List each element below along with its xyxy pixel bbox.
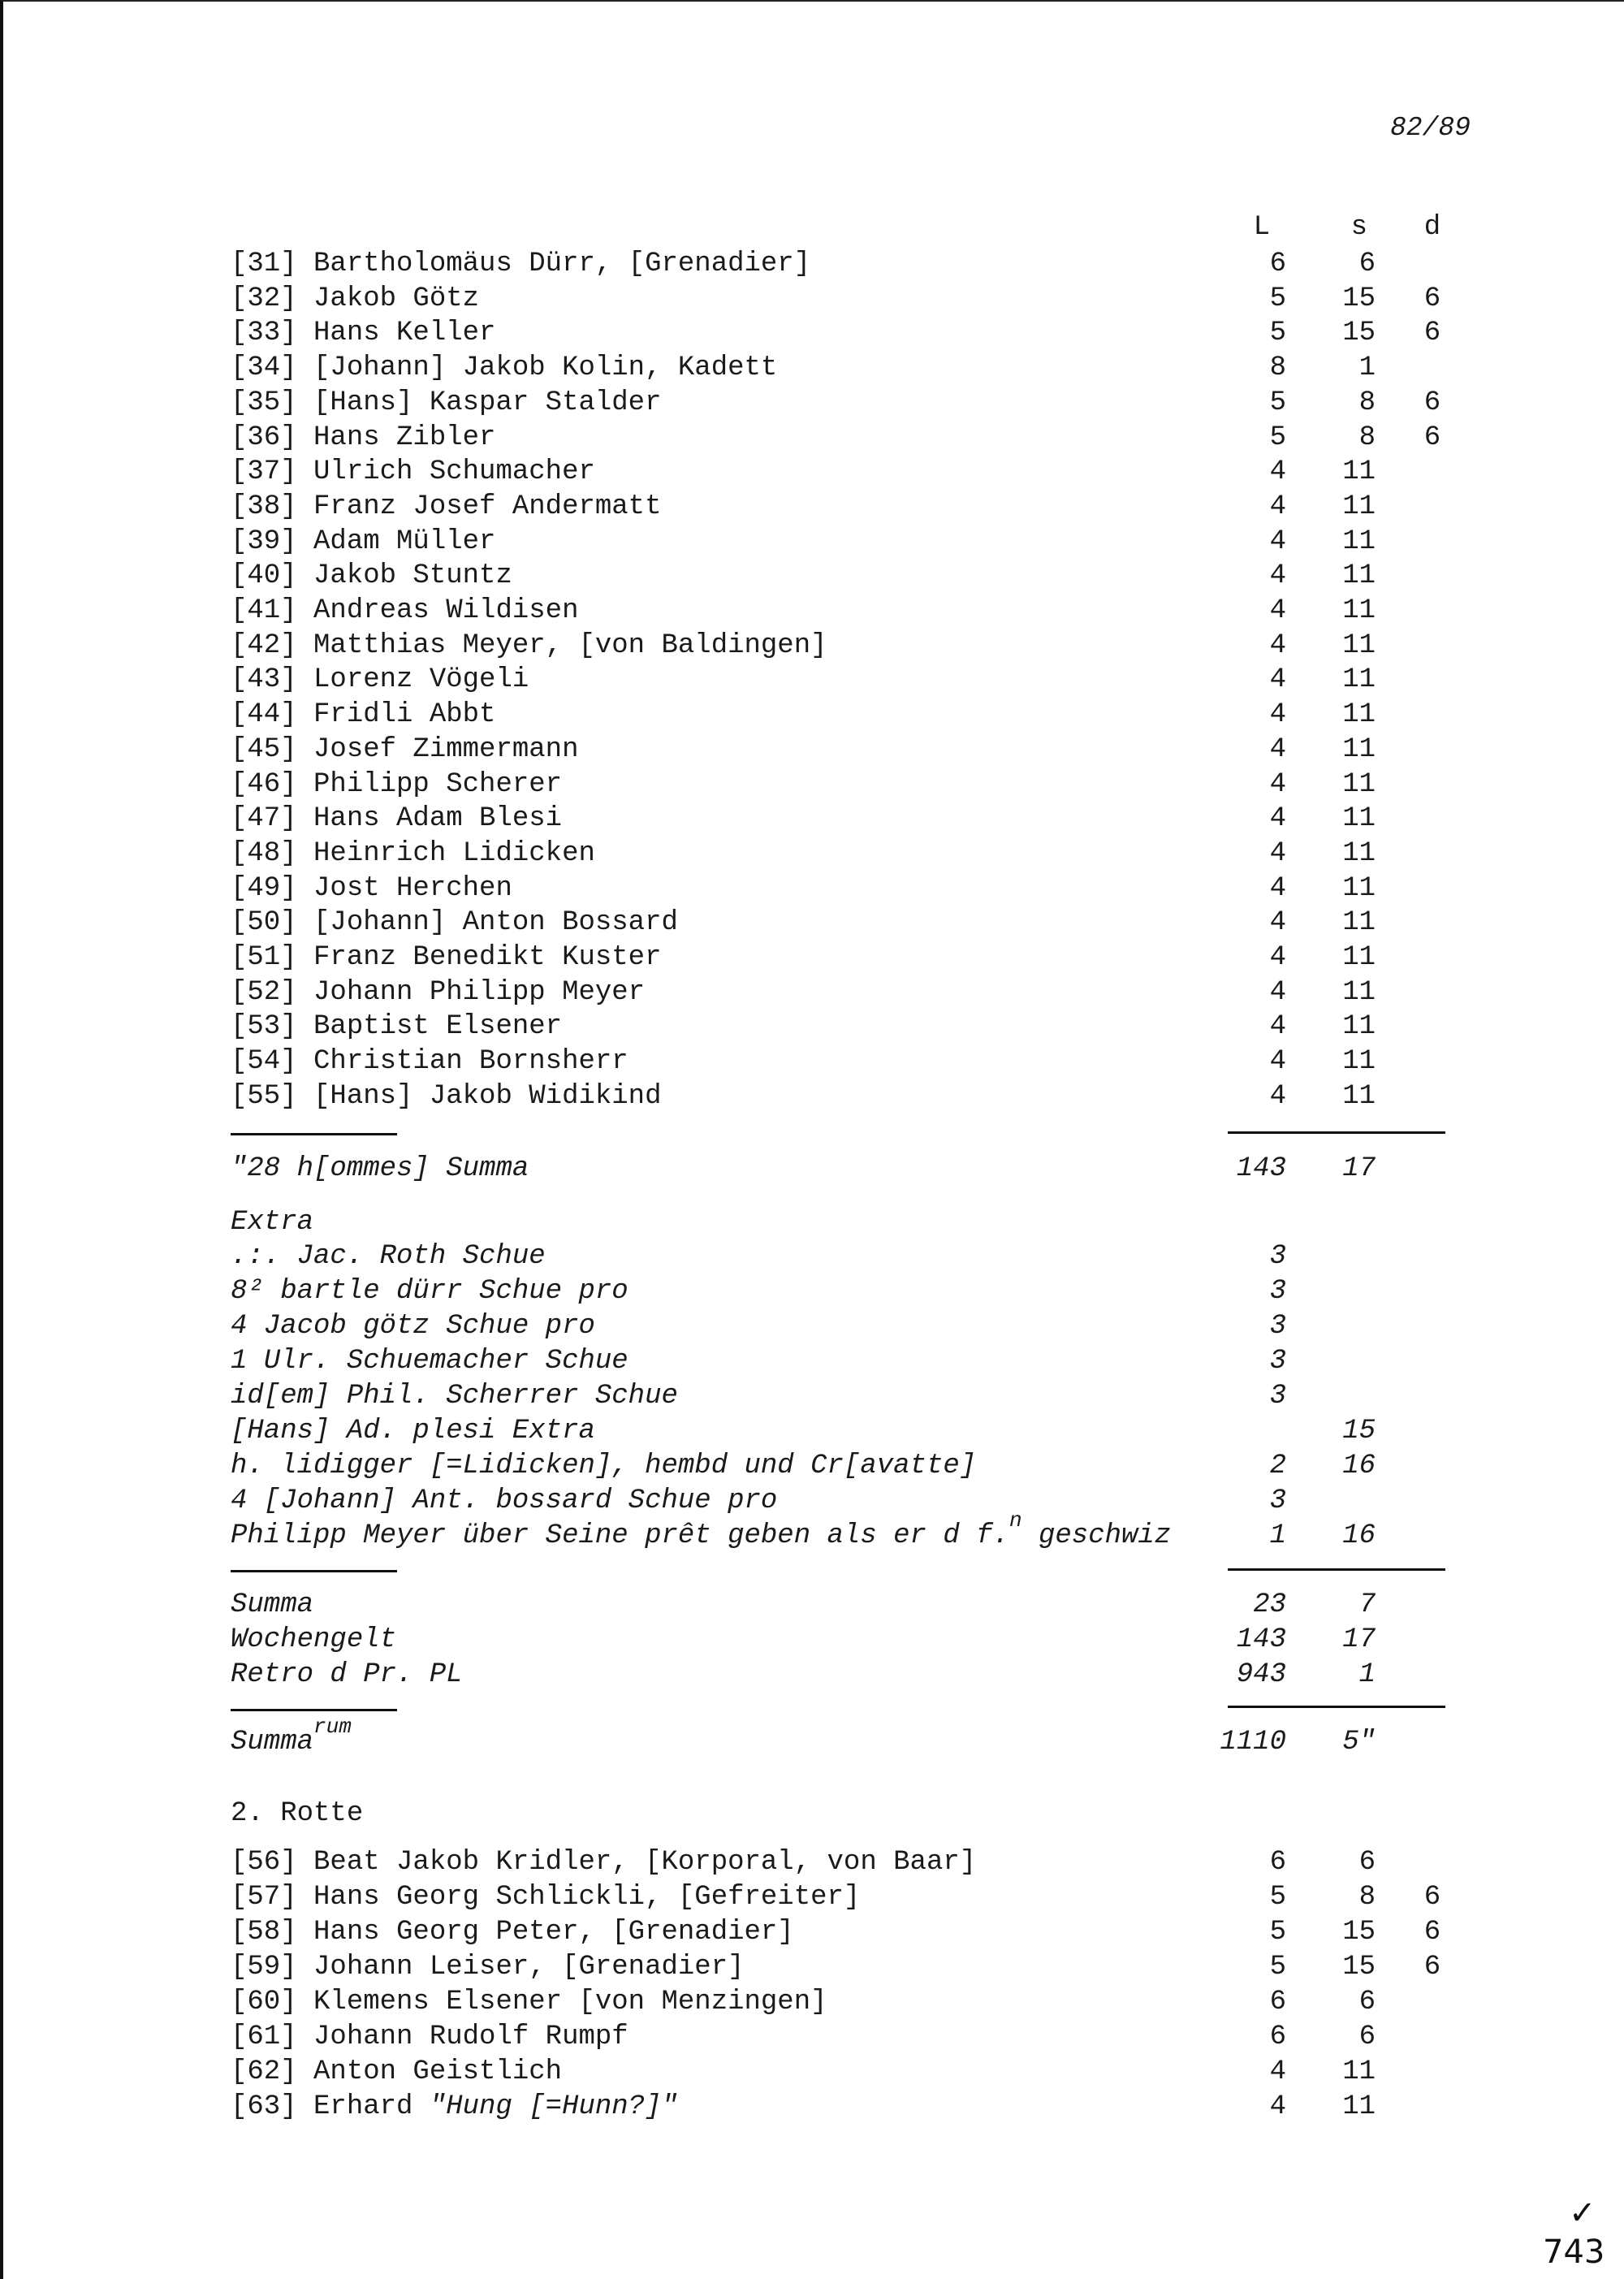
row-label: [42] Matthias Meyer, [von Baldingen] bbox=[231, 629, 827, 661]
table-row bbox=[3, 559, 1624, 594]
handwritten-number: 743 bbox=[1543, 2234, 1605, 2271]
extra-heading: Extra bbox=[231, 1207, 314, 1238]
extra-heading-row bbox=[3, 1205, 1624, 1240]
column-headers bbox=[3, 210, 1624, 245]
table-row bbox=[3, 1044, 1624, 1079]
table-row bbox=[3, 247, 1624, 282]
row-value-d: 6 bbox=[1423, 283, 1441, 314]
divider-totals-right bbox=[1228, 1706, 1445, 1708]
row-label: [48] Heinrich Lidicken bbox=[231, 837, 595, 869]
row-label: [55] [Hans] Jakob Widikind bbox=[231, 1080, 662, 1112]
philipp-meyer-s: 16 bbox=[1342, 1520, 1376, 1551]
row-value-s: 11 bbox=[1342, 699, 1376, 731]
column-header-d: d bbox=[1423, 212, 1441, 243]
row-label: [31] Bartholomäus Dürr, [Grenadier] bbox=[231, 249, 811, 279]
rotte-heading-row bbox=[3, 1797, 1624, 1831]
row-value-s: 15 bbox=[1342, 1416, 1376, 1447]
row-label: Summa bbox=[231, 1589, 314, 1620]
table-row bbox=[3, 663, 1624, 698]
row-value-l: 4 bbox=[1269, 699, 1286, 731]
row-value-s: 11 bbox=[1342, 664, 1376, 696]
row-value-l: 4 bbox=[1269, 2056, 1286, 2087]
table-row bbox=[3, 802, 1624, 837]
column-header-s: s bbox=[1350, 212, 1367, 243]
summarum-label: Summa$^{rum}$ bbox=[231, 1715, 352, 1758]
erhard-s: 11 bbox=[1342, 2091, 1376, 2122]
row-label: 4 Jacob götz Schue pro bbox=[231, 1311, 595, 1342]
row-label: 4 [Johann] Ant. bossard Schue pro bbox=[231, 1485, 778, 1516]
row-value-s: 17 bbox=[1342, 1624, 1376, 1655]
table-row bbox=[3, 351, 1624, 386]
table-row bbox=[3, 1880, 1624, 1915]
row-value-l: 3 bbox=[1269, 1276, 1286, 1307]
row-value-l: 4 bbox=[1269, 907, 1286, 939]
row-value-d: 6 bbox=[1423, 318, 1441, 349]
row-value-s: 15 bbox=[1342, 318, 1376, 349]
table-row bbox=[3, 2020, 1624, 2055]
table-row bbox=[3, 1344, 1624, 1379]
row-value-l: 5 bbox=[1269, 283, 1286, 314]
row-value-d: 6 bbox=[1423, 422, 1441, 453]
divider-extra bbox=[231, 1570, 397, 1572]
row-value-s: 11 bbox=[1342, 560, 1376, 592]
row-value-s: 6 bbox=[1358, 2022, 1376, 2052]
row-value-l: 5 bbox=[1269, 1882, 1286, 1913]
row-value-l: 4 bbox=[1269, 456, 1286, 488]
row-label: [41] Andreas Wildisen bbox=[231, 595, 579, 626]
table-row bbox=[3, 1915, 1624, 1950]
row-value-s: 15 bbox=[1342, 1917, 1376, 1948]
table-row bbox=[3, 1379, 1624, 1414]
row-value-l: 3 bbox=[1269, 1311, 1286, 1342]
table-row bbox=[3, 1588, 1624, 1623]
row-value-s: 11 bbox=[1342, 629, 1376, 661]
row-value-s: 1 bbox=[1358, 352, 1376, 384]
table-row bbox=[3, 698, 1624, 733]
row-value-l: 4 bbox=[1269, 525, 1286, 557]
row-value-l: 943 bbox=[1236, 1659, 1286, 1690]
row-value-l: 4 bbox=[1269, 664, 1286, 696]
table-row bbox=[3, 1658, 1624, 1693]
summa-28-l: 143 bbox=[1236, 1153, 1286, 1184]
row-value-l: 3 bbox=[1269, 1346, 1286, 1377]
row-label: [36] Hans Zibler bbox=[231, 422, 496, 453]
row-value-l: 4 bbox=[1269, 837, 1286, 869]
row-label: [61] Johann Rudolf Rumpf bbox=[231, 2022, 628, 2052]
table-row bbox=[3, 316, 1624, 351]
row-value-d: 6 bbox=[1423, 1882, 1441, 1913]
row-value-l: 4 bbox=[1269, 1011, 1286, 1043]
row-label: [43] Lorenz Vögeli bbox=[231, 664, 529, 696]
table-row bbox=[3, 1309, 1624, 1344]
row-label: [58] Hans Georg Peter, [Grenadier] bbox=[231, 1917, 794, 1948]
row-value-s: 6 bbox=[1358, 1847, 1376, 1878]
table-row bbox=[3, 1079, 1624, 1114]
row-value-l: 4 bbox=[1269, 872, 1286, 904]
row-value-s: 11 bbox=[1342, 837, 1376, 869]
row-label: [47] Hans Adam Blesi bbox=[231, 803, 563, 835]
row-value-s: 1 bbox=[1358, 1659, 1376, 1690]
row-label: [50] [Johann] Anton Bossard bbox=[231, 907, 678, 939]
row-value-s: 11 bbox=[1342, 942, 1376, 973]
row-value-s: 11 bbox=[1342, 768, 1376, 800]
row-value-l: 4 bbox=[1269, 1046, 1286, 1078]
table-row bbox=[3, 768, 1624, 802]
row-value-l: 4 bbox=[1269, 768, 1286, 800]
row-value-l: 5 bbox=[1269, 318, 1286, 349]
erhard-text: [63] Erhard "Hung [=Hunn?]" bbox=[231, 2091, 678, 2122]
row-label: [32] Jakob Götz bbox=[231, 283, 480, 314]
table-row bbox=[3, 594, 1624, 629]
row-value-l: 4 bbox=[1269, 733, 1286, 765]
erhard-row bbox=[3, 2090, 1624, 2125]
divider-left bbox=[231, 1133, 397, 1135]
row-value-l: 3 bbox=[1269, 1485, 1286, 1516]
table-row bbox=[3, 906, 1624, 941]
row-value-l: 23 bbox=[1253, 1589, 1286, 1620]
table-row bbox=[3, 871, 1624, 906]
row-value-s: 11 bbox=[1342, 1046, 1376, 1078]
row-label: [54] Christian Bornsherr bbox=[231, 1046, 628, 1078]
table-row bbox=[3, 941, 1624, 975]
divider-totals bbox=[231, 1709, 397, 1711]
row-value-l: 8 bbox=[1269, 352, 1286, 384]
row-value-l: 143 bbox=[1236, 1624, 1286, 1655]
page-number: 82/89 bbox=[1390, 113, 1471, 143]
table-row bbox=[3, 2055, 1624, 2090]
row-value-s: 11 bbox=[1342, 1080, 1376, 1112]
row-value-s: 15 bbox=[1342, 1952, 1376, 1983]
row-value-l: 6 bbox=[1269, 1987, 1286, 2017]
row-value-s: 11 bbox=[1342, 872, 1376, 904]
row-value-s: 11 bbox=[1342, 803, 1376, 835]
row-value-s: 11 bbox=[1342, 1011, 1376, 1043]
row-label: [56] Beat Jakob Kridler, [Korporal, von Baar] bbox=[231, 1847, 977, 1878]
row-label: [57] Hans Georg Schlickli, [Gefreiter] bbox=[231, 1882, 861, 1913]
summa-28-row bbox=[3, 1152, 1624, 1187]
row-value-d: 6 bbox=[1423, 1952, 1441, 1983]
row-value-s: 15 bbox=[1342, 283, 1376, 314]
row-label: Retro d Pr. PL bbox=[231, 1659, 463, 1690]
row-value-s: 8 bbox=[1358, 387, 1376, 418]
row-value-s: 6 bbox=[1358, 1987, 1376, 2017]
philipp-meyer-l: 1 bbox=[1269, 1520, 1286, 1551]
row-value-l: 3 bbox=[1269, 1381, 1286, 1412]
summa-28-label: "28 h[ommes] Summa bbox=[231, 1153, 529, 1184]
table-row bbox=[3, 1239, 1624, 1274]
row-value-l: 4 bbox=[1269, 629, 1286, 661]
table-row bbox=[3, 837, 1624, 871]
row-label: [Hans] Ad. plesi Extra bbox=[231, 1416, 595, 1447]
table-row bbox=[3, 1449, 1624, 1484]
row-value-s: 11 bbox=[1342, 491, 1376, 522]
table-row bbox=[3, 455, 1624, 490]
row-value-s: 7 bbox=[1358, 1589, 1376, 1620]
row-value-l: 5 bbox=[1269, 422, 1286, 453]
row-value-s: 11 bbox=[1342, 907, 1376, 939]
row-value-d: 6 bbox=[1423, 387, 1441, 418]
table-row bbox=[3, 1010, 1624, 1044]
row-label: id[em] Phil. Scherrer Schue bbox=[231, 1381, 678, 1412]
table-row bbox=[3, 1985, 1624, 2020]
row-label: [44] Fridli Abbt bbox=[231, 699, 496, 731]
table-row bbox=[3, 386, 1624, 421]
row-value-l: 3 bbox=[1269, 1241, 1286, 1272]
philipp-meyer-text: Philipp Meyer über Seine prêt geben als er d f.$^n$ geschwiz bbox=[231, 1508, 1172, 1551]
table-row bbox=[3, 525, 1624, 560]
row-value-l: 5 bbox=[1269, 387, 1286, 418]
row-value-l: 4 bbox=[1269, 491, 1286, 522]
row-label: [62] Anton Geistlich bbox=[231, 2056, 563, 2087]
table-row bbox=[3, 629, 1624, 664]
row-label: [49] Jost Herchen bbox=[231, 872, 512, 904]
rotte-heading: 2. Rotte bbox=[231, 1798, 364, 1829]
table-row bbox=[3, 1950, 1624, 1985]
erhard-l: 4 bbox=[1269, 2091, 1286, 2122]
row-label: [39] Adam Müller bbox=[231, 525, 496, 557]
table-row bbox=[3, 490, 1624, 525]
row-value-l: 6 bbox=[1269, 1847, 1286, 1878]
philipp-meyer-row bbox=[3, 1508, 1624, 1554]
row-value-s: 11 bbox=[1342, 2056, 1376, 2087]
row-label: 1 Ulr. Schuemacher Schue bbox=[231, 1346, 628, 1377]
row-value-l: 5 bbox=[1269, 1917, 1286, 1948]
row-value-l: 6 bbox=[1269, 249, 1286, 279]
row-label: [40] Jakob Stuntz bbox=[231, 560, 512, 592]
row-value-s: 8 bbox=[1358, 422, 1376, 453]
summa-28-s: 17 bbox=[1342, 1153, 1376, 1184]
table-row bbox=[3, 1274, 1624, 1309]
table-row bbox=[3, 1414, 1624, 1449]
row-value-l: 4 bbox=[1269, 942, 1286, 973]
row-value-s: 6 bbox=[1358, 249, 1376, 279]
row-label: [45] Josef Zimmermann bbox=[231, 733, 579, 765]
row-label: [35] [Hans] Kaspar Stalder bbox=[231, 387, 662, 418]
row-value-s: 11 bbox=[1342, 525, 1376, 557]
table-row bbox=[3, 975, 1624, 1010]
divider-right bbox=[1228, 1131, 1445, 1134]
summarum-s: 5" bbox=[1342, 1727, 1376, 1758]
row-value-s: 11 bbox=[1342, 733, 1376, 765]
row-value-l: 4 bbox=[1269, 976, 1286, 1008]
column-header-l: L bbox=[1253, 212, 1270, 243]
row-label: h. lidigger [=Lidicken], hembd und Cr[avatte] bbox=[231, 1451, 977, 1481]
row-label: [59] Johann Leiser, [Grenadier] bbox=[231, 1952, 745, 1983]
row-value-l: 6 bbox=[1269, 2022, 1286, 2052]
row-label: [37] Ulrich Schumacher bbox=[231, 456, 595, 488]
row-value-s: 16 bbox=[1342, 1451, 1376, 1481]
row-label: [60] Klemens Elsener [von Menzingen] bbox=[231, 1987, 827, 2017]
row-label: [46] Philipp Scherer bbox=[231, 768, 563, 800]
table-row bbox=[3, 421, 1624, 456]
row-label: [38] Franz Josef Andermatt bbox=[231, 491, 662, 522]
row-label: [53] Baptist Elsener bbox=[231, 1011, 563, 1043]
table-row bbox=[3, 1484, 1624, 1519]
row-value-l: 4 bbox=[1269, 595, 1286, 626]
row-label: .:. Jac. Roth Schue bbox=[231, 1241, 546, 1272]
table-row bbox=[3, 1845, 1624, 1880]
row-value-s: 8 bbox=[1358, 1882, 1376, 1913]
row-value-l: 2 bbox=[1269, 1451, 1286, 1481]
row-label: [52] Johann Philipp Meyer bbox=[231, 976, 646, 1008]
summarum-row bbox=[3, 1715, 1624, 1760]
row-value-d: 6 bbox=[1423, 1917, 1441, 1948]
row-label: Wochengelt bbox=[231, 1624, 397, 1655]
row-value-l: 4 bbox=[1269, 1080, 1286, 1112]
table-row bbox=[3, 1623, 1624, 1658]
table-row bbox=[3, 282, 1624, 317]
row-label: 8² bartle dürr Schue pro bbox=[231, 1276, 628, 1307]
row-value-s: 11 bbox=[1342, 595, 1376, 626]
row-value-s: 11 bbox=[1342, 456, 1376, 488]
row-value-l: 4 bbox=[1269, 560, 1286, 592]
row-label: [33] Hans Keller bbox=[231, 318, 496, 349]
row-value-l: 5 bbox=[1269, 1952, 1286, 1983]
row-label: [34] [Johann] Jakob Kolin, Kadett bbox=[231, 352, 778, 384]
handwritten-check: ✓ bbox=[1569, 2195, 1596, 2232]
row-label: [51] Franz Benedikt Kuster bbox=[231, 942, 662, 973]
table-row bbox=[3, 733, 1624, 768]
divider-extra-right bbox=[1228, 1568, 1445, 1571]
row-value-l: 4 bbox=[1269, 803, 1286, 835]
row-value-s: 11 bbox=[1342, 976, 1376, 1008]
summarum-l: 1110 bbox=[1220, 1727, 1286, 1758]
